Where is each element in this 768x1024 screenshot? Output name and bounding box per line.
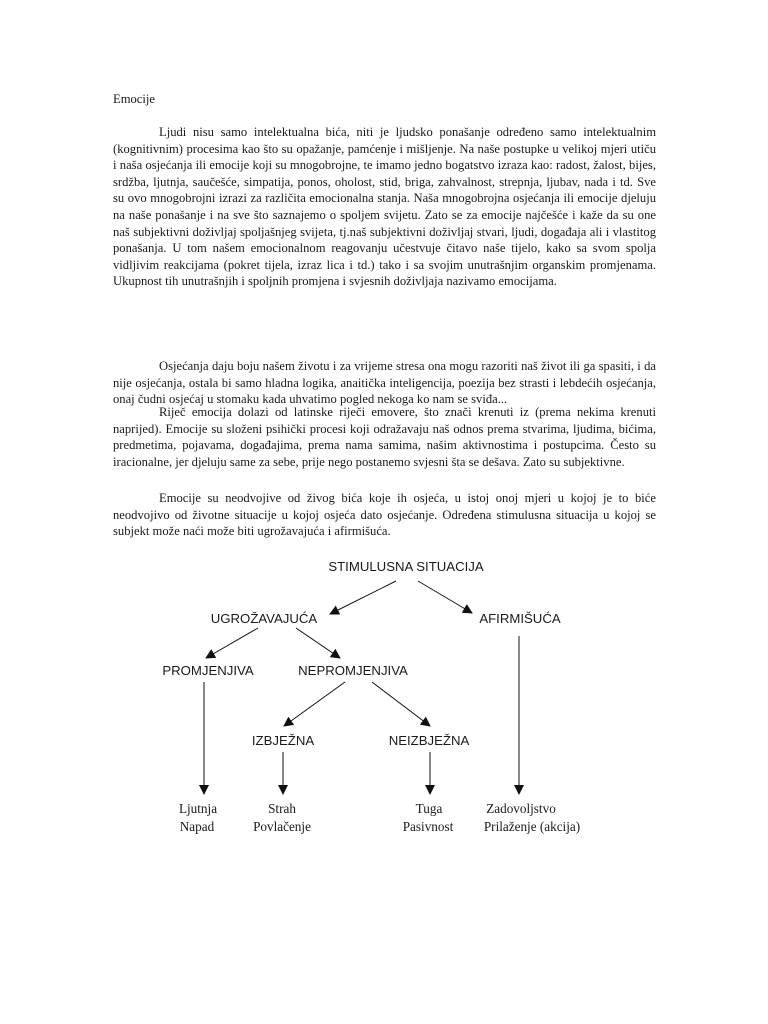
paragraph-4 — [113, 490, 656, 540]
outcome-avoidable-1: Strah — [268, 801, 296, 816]
outcome-changeable-2: Napad — [179, 819, 215, 834]
paragraph-1 — [113, 124, 656, 290]
arrow-unchangeable-to-unavoidable — [372, 682, 430, 726]
paragraph-4-text: Emocije su neodvojive od živog bića koje ih osjeća, u istoj onoj mjeri u kojoj je to biće neodvojivo od životne situacije u kojoj osjeća dato osjećanje. Određena stimulusna situacija u kojoj se subjekt može naći može biti ugrožavajuća i afirmišuća. — [113, 491, 656, 539]
arrow-threatening-to-unchangeable — [296, 628, 340, 658]
paragraph-2 — [113, 358, 656, 408]
paragraph-1-text: Ljudi nisu samo intelektualna bića, niti je ljudsko ponašanje određeno samo intelektualnim (kognitivnim) procesima kao što su opažanje, pamćenje i mišljenje. Na naše postupke u velikoj mjeri utiču i naša osjećanja ili emocije koji su mnogobrojne, te imamo jedno bogatstvo izraza kao: radost, žalost, bijes, srdžba, ljutnja, saučešće, simpatija, ponos, oholost, stid, briga, zahvalnost, strepnja, ljubav, nada i td. Sve su ovo mnogobrojni izrazi za različita emocionalna stanja. Naša mnogobrojna osjećanja ili emocije djeluju na naše ponašanje i na sve što saznajemo o spoljem svijetu. Zato se za emocije najčešće i kaže da su one naš subjektivni doživljaj spoljašnjeg svijeta, tj.naš subjektivni doživljaj stvari, ljudi, događaja ali i vlastitog ponašanja. U tom našem emocionalnom reagovanju učestvuje čitavo naše tijelo, kako sa svom spolja vidljivim reakcijama (pokret tijela, izraz lica i td.) tako i sa svojim unutrašnjim organskim promjenama. Ukupnost tih unutrašnjih i spoljnih promjena i svjesnih doživljaja nazivamo emocijama. — [113, 125, 656, 289]
paragraph-2-text: Osjećanja daju boju našem životu i za vrijeme stresa ona mogu razoriti naš život ili ga spasiti, i da nije osjećanja, ostala bi samo hladna logika, anaitička inteligencija, poezija bez strasti i lebdećih osjećanja, onaj čudni osjećaj u stomaku kada uhvatimo pogled nekoga ko nam se sviđa... — [113, 359, 656, 407]
arrow-unchangeable-to-avoidable — [284, 682, 345, 726]
outcome-unavoidable-1: Tuga — [415, 801, 443, 816]
node-stimulus-situation: STIMULUSNA SITUACIJA — [328, 559, 484, 574]
outcome-affirming-2: Prilaženje (akcija) — [483, 819, 581, 834]
node-threatening: UGROŽAVAJUĆA — [210, 611, 318, 626]
node-changeable: PROMJENJIVA — [162, 663, 254, 678]
emotion-flow-diagram — [0, 548, 768, 858]
arrow-root-to-affirming — [418, 581, 472, 613]
node-unchangeable: NEPROMJENJIVA — [298, 663, 408, 678]
paragraph-3 — [113, 404, 656, 470]
node-avoidable: IZBJEŽNA — [251, 733, 315, 748]
arrow-root-to-threatening — [330, 581, 396, 614]
document-title: Emocije — [113, 92, 155, 106]
outcome-changeable-1: Ljutnja — [178, 801, 218, 816]
outcome-avoidable-2: Povlačenje — [253, 819, 311, 834]
arrow-threatening-to-changeable — [206, 628, 258, 658]
paragraph-3-text: Riječ emocija dolazi od latinske riječi emovere, što znači krenuti iz (prema nekima krenuti naprijed). Emocije su složeni psihički procesi koji odražavaju naš odnos prema stvarima, ljudima, bićima, predmetima, pojavama, događajima, prema nama samima, našim aktivnostima i postupcima. Često su iracionalne, jer djeluju same za sebe, prije nego postanemo svjesni šta se dešava. Zato su subjektivne. — [113, 405, 656, 469]
node-affirming: AFIRMIŠUĆA — [479, 611, 561, 626]
outcome-unavoidable-2: Pasivnost — [402, 819, 454, 834]
node-unavoidable: NEIZBJEŽNA — [388, 733, 470, 748]
outcome-affirming-1: Zadovoljstvo — [486, 801, 556, 816]
